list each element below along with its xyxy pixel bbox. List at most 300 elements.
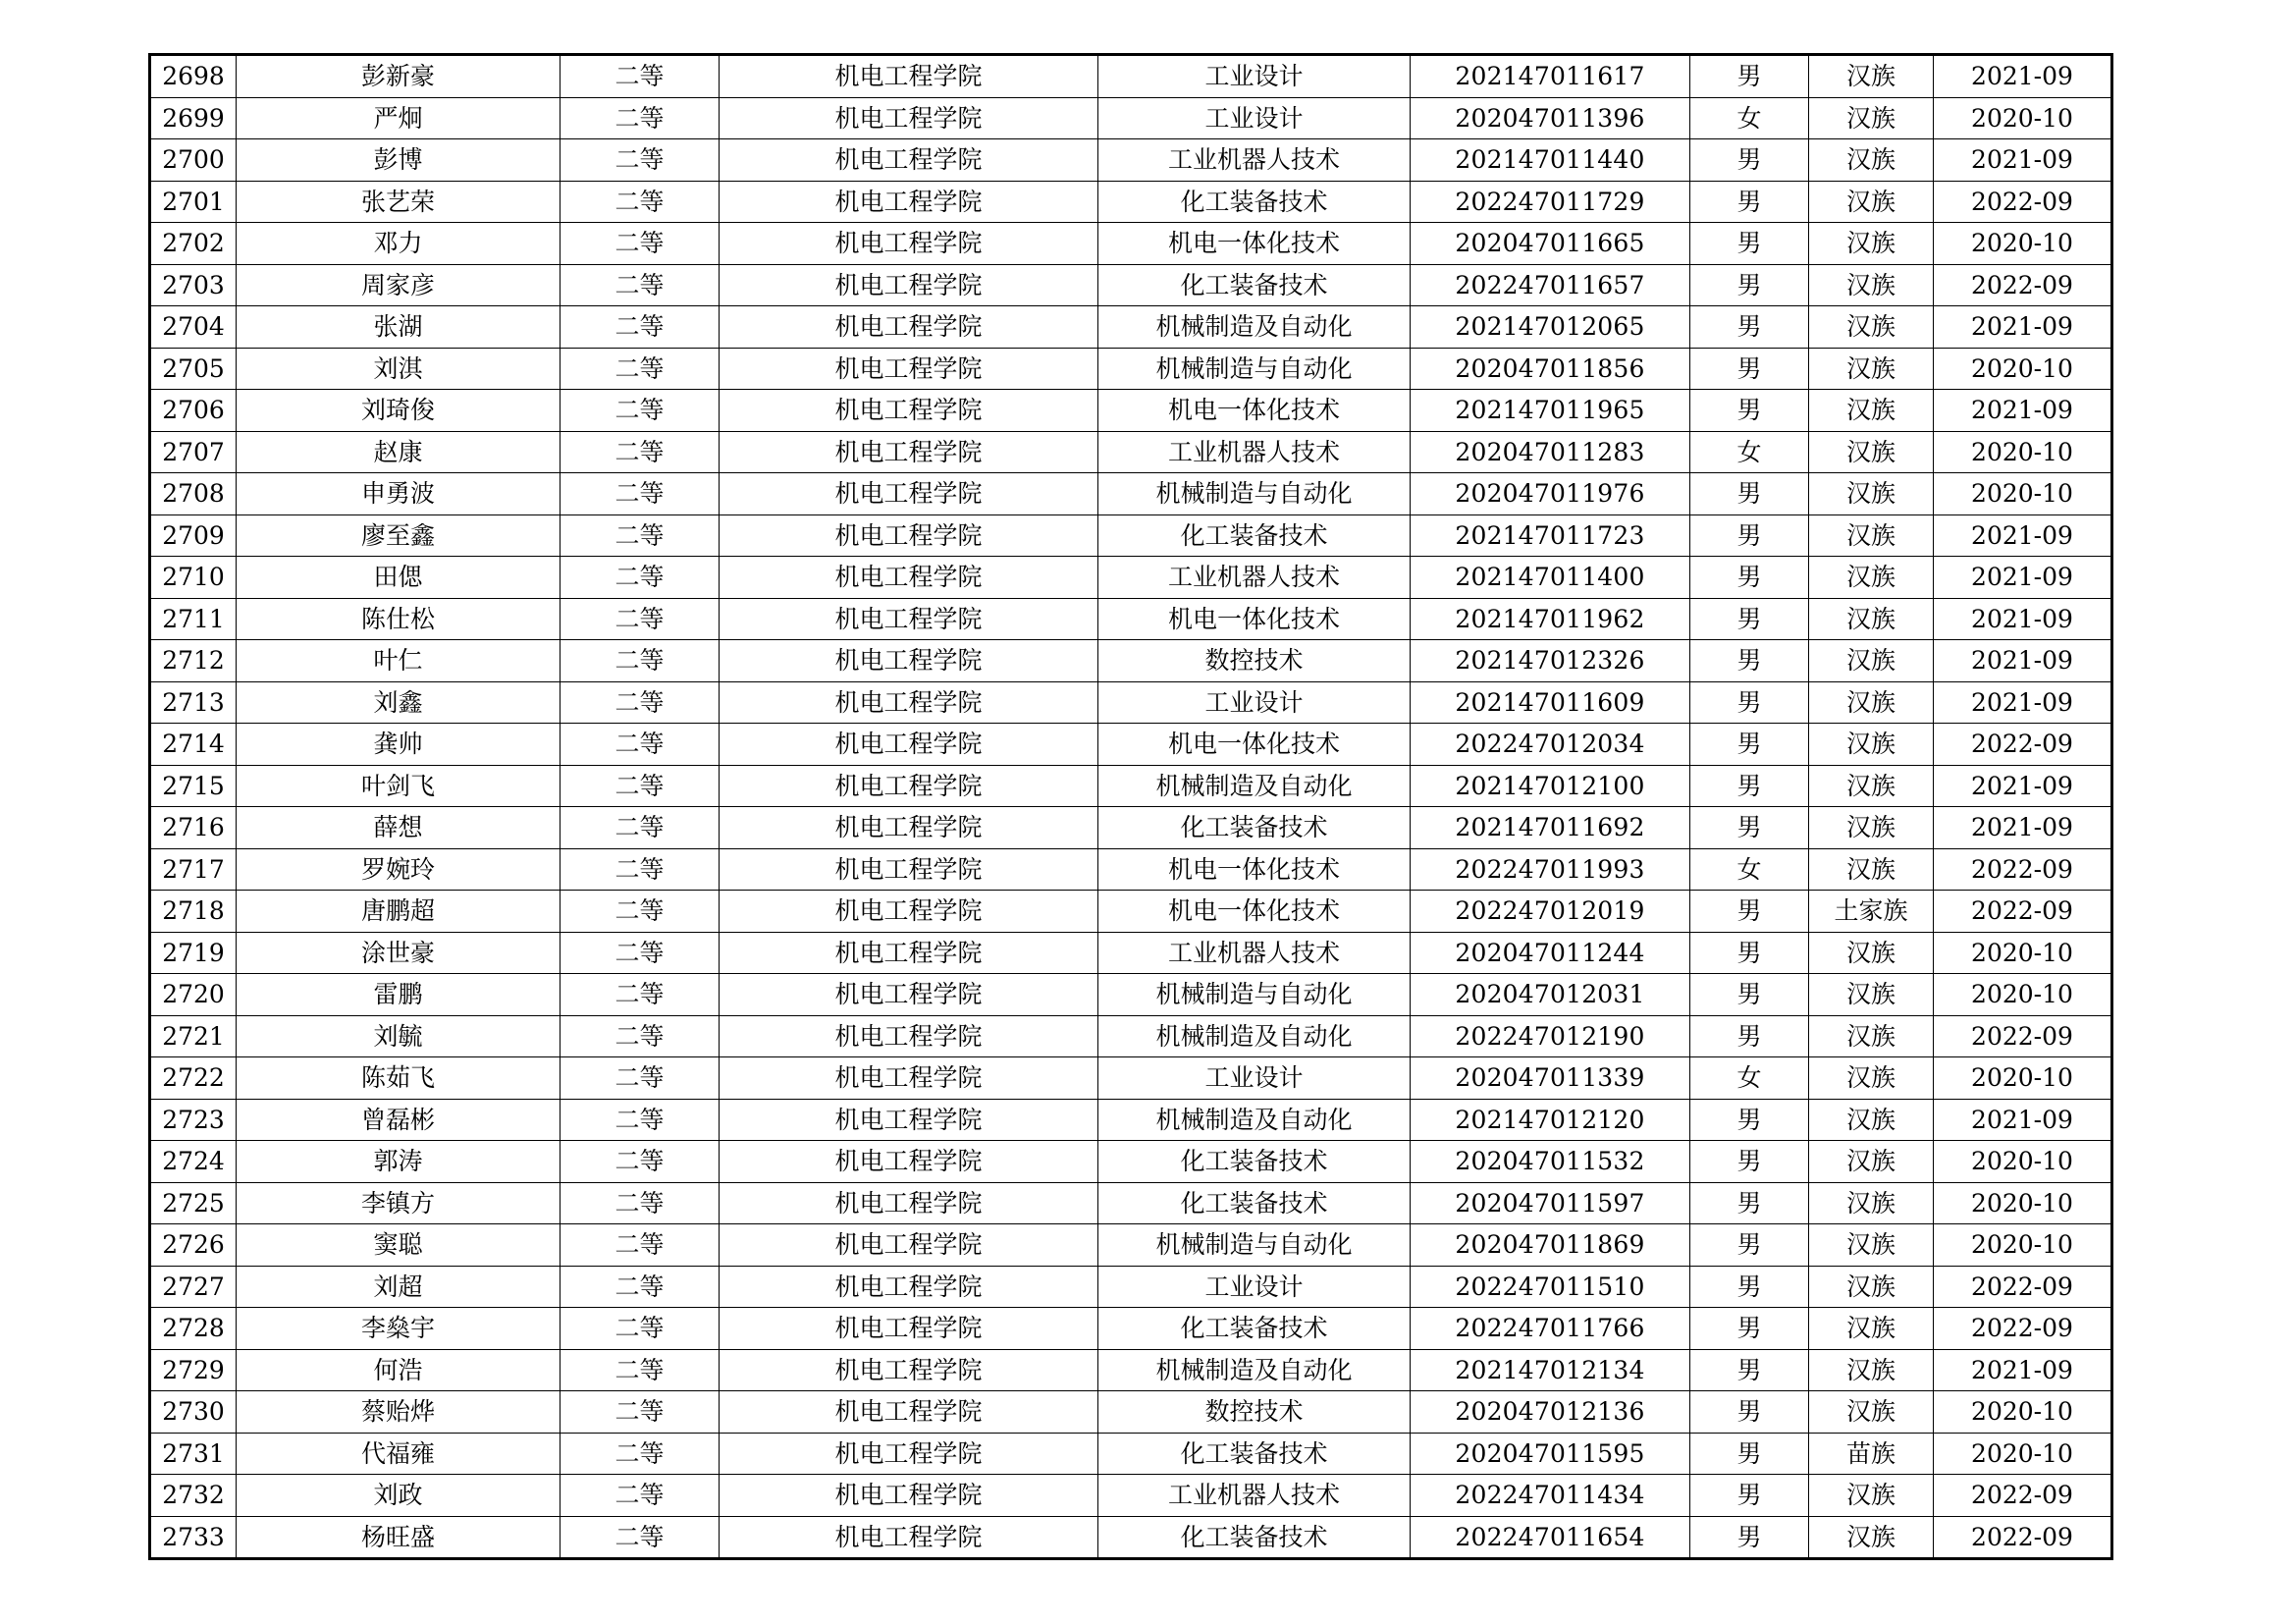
student-id-cell: 202047011396	[1411, 97, 1690, 139]
enrollment-date-cell: 2020-10	[1934, 932, 2112, 974]
table-row	[150, 640, 2112, 682]
major-cell: 化工装备技术	[1098, 181, 1411, 223]
enrollment-date-cell: 2021-09	[1934, 807, 2112, 849]
award-level-cell: 二等	[561, 390, 720, 432]
student-id-cell: 202147012326	[1411, 640, 1690, 682]
college-cell: 机电工程学院	[720, 181, 1098, 223]
table-row	[150, 223, 2112, 265]
gender-cell: 男	[1690, 974, 1809, 1016]
award-level-cell: 二等	[561, 1349, 720, 1391]
college-cell: 机电工程学院	[720, 264, 1098, 306]
college-cell: 机电工程学院	[720, 974, 1098, 1016]
table-row	[150, 1433, 2112, 1475]
major-cell: 机械制造与自动化	[1098, 1224, 1411, 1267]
award-level-cell: 二等	[561, 264, 720, 306]
table-row	[150, 1349, 2112, 1391]
ethnicity-cell: 汉族	[1809, 932, 1934, 974]
serial-number-cell: 2721	[150, 1015, 237, 1057]
award-level-cell: 二等	[561, 1308, 720, 1350]
table-row	[150, 932, 2112, 974]
table-row	[150, 139, 2112, 182]
table-row	[150, 181, 2112, 223]
award-level-cell: 二等	[561, 724, 720, 766]
serial-number-cell: 2701	[150, 181, 237, 223]
student-id-cell: 202247012019	[1411, 891, 1690, 933]
serial-number-cell: 2731	[150, 1433, 237, 1475]
award-level-cell: 二等	[561, 891, 720, 933]
name-cell: 邓力	[237, 223, 561, 265]
college-cell: 机电工程学院	[720, 473, 1098, 515]
major-cell: 机电一体化技术	[1098, 724, 1411, 766]
name-cell: 薛想	[237, 807, 561, 849]
student-id-cell: 202147011617	[1411, 55, 1690, 98]
ethnicity-cell: 汉族	[1809, 1015, 1934, 1057]
gender-cell: 男	[1690, 807, 1809, 849]
table-row	[150, 557, 2112, 599]
ethnicity-cell: 汉族	[1809, 431, 1934, 473]
award-level-cell: 二等	[561, 181, 720, 223]
serial-number-cell: 2733	[150, 1516, 237, 1559]
gender-cell: 女	[1690, 431, 1809, 473]
enrollment-date-cell: 2020-10	[1934, 348, 2112, 390]
major-cell: 工业机器人技术	[1098, 932, 1411, 974]
gender-cell: 男	[1690, 598, 1809, 640]
college-cell: 机电工程学院	[720, 1015, 1098, 1057]
major-cell: 机械制造与自动化	[1098, 348, 1411, 390]
table-row	[150, 473, 2112, 515]
gender-cell: 男	[1690, 139, 1809, 182]
student-id-cell: 202147012100	[1411, 765, 1690, 807]
ethnicity-cell: 汉族	[1809, 1224, 1934, 1267]
name-cell: 陈仕松	[237, 598, 561, 640]
serial-number-cell: 2700	[150, 139, 237, 182]
major-cell: 机电一体化技术	[1098, 848, 1411, 891]
student-id-cell: 202047012031	[1411, 974, 1690, 1016]
gender-cell: 男	[1690, 681, 1809, 724]
name-cell: 代福雍	[237, 1433, 561, 1475]
ethnicity-cell: 汉族	[1809, 473, 1934, 515]
serial-number-cell: 2724	[150, 1141, 237, 1183]
gender-cell: 女	[1690, 1057, 1809, 1100]
major-cell: 化工装备技术	[1098, 514, 1411, 557]
gender-cell: 男	[1690, 514, 1809, 557]
college-cell: 机电工程学院	[720, 640, 1098, 682]
name-cell: 刘超	[237, 1266, 561, 1308]
ethnicity-cell: 汉族	[1809, 223, 1934, 265]
gender-cell: 男	[1690, 557, 1809, 599]
student-id-cell: 202047012136	[1411, 1391, 1690, 1434]
college-cell: 机电工程学院	[720, 223, 1098, 265]
college-cell: 机电工程学院	[720, 1516, 1098, 1559]
serial-number-cell: 2699	[150, 97, 237, 139]
enrollment-date-cell: 2021-09	[1934, 681, 2112, 724]
college-cell: 机电工程学院	[720, 431, 1098, 473]
award-level-cell: 二等	[561, 932, 720, 974]
enrollment-date-cell: 2022-09	[1934, 264, 2112, 306]
name-cell: 彭博	[237, 139, 561, 182]
gender-cell: 男	[1690, 1433, 1809, 1475]
gender-cell: 男	[1690, 1391, 1809, 1434]
major-cell: 化工装备技术	[1098, 264, 1411, 306]
enrollment-date-cell: 2022-09	[1934, 1266, 2112, 1308]
major-cell: 工业机器人技术	[1098, 557, 1411, 599]
award-level-cell: 二等	[561, 55, 720, 98]
ethnicity-cell: 汉族	[1809, 1391, 1934, 1434]
college-cell: 机电工程学院	[720, 681, 1098, 724]
table-row	[150, 1015, 2112, 1057]
ethnicity-cell: 苗族	[1809, 1433, 1934, 1475]
serial-number-cell: 2713	[150, 681, 237, 724]
ethnicity-cell: 汉族	[1809, 97, 1934, 139]
major-cell: 工业设计	[1098, 55, 1411, 98]
award-level-cell: 二等	[561, 1266, 720, 1308]
table-row	[150, 264, 2112, 306]
student-id-cell: 202147011962	[1411, 598, 1690, 640]
serial-number-cell: 2723	[150, 1099, 237, 1141]
student-id-cell: 202147012120	[1411, 1099, 1690, 1141]
ethnicity-cell: 汉族	[1809, 1266, 1934, 1308]
student-id-cell: 202047011869	[1411, 1224, 1690, 1267]
ethnicity-cell: 汉族	[1809, 1099, 1934, 1141]
name-cell: 刘淇	[237, 348, 561, 390]
ethnicity-cell: 汉族	[1809, 1475, 1934, 1517]
major-cell: 化工装备技术	[1098, 1141, 1411, 1183]
ethnicity-cell: 汉族	[1809, 1182, 1934, 1224]
table-row	[150, 807, 2112, 849]
college-cell: 机电工程学院	[720, 1099, 1098, 1141]
ethnicity-cell: 汉族	[1809, 557, 1934, 599]
table-row	[150, 681, 2112, 724]
major-cell: 机电一体化技术	[1098, 598, 1411, 640]
gender-cell: 男	[1690, 765, 1809, 807]
scholarship-list-table	[148, 53, 2113, 1560]
student-id-cell: 202047011976	[1411, 473, 1690, 515]
enrollment-date-cell: 2021-09	[1934, 1099, 2112, 1141]
award-level-cell: 二等	[561, 598, 720, 640]
ethnicity-cell: 汉族	[1809, 390, 1934, 432]
gender-cell: 男	[1690, 1516, 1809, 1559]
student-id-cell: 202147012134	[1411, 1349, 1690, 1391]
serial-number-cell: 2715	[150, 765, 237, 807]
name-cell: 曾磊彬	[237, 1099, 561, 1141]
college-cell: 机电工程学院	[720, 557, 1098, 599]
enrollment-date-cell: 2021-09	[1934, 306, 2112, 349]
student-id-cell: 202047011856	[1411, 348, 1690, 390]
major-cell: 数控技术	[1098, 1391, 1411, 1434]
student-id-cell: 202247012190	[1411, 1015, 1690, 1057]
gender-cell: 男	[1690, 473, 1809, 515]
award-level-cell: 二等	[561, 1391, 720, 1434]
college-cell: 机电工程学院	[720, 1391, 1098, 1434]
student-id-cell: 202047011532	[1411, 1141, 1690, 1183]
college-cell: 机电工程学院	[720, 97, 1098, 139]
name-cell: 刘政	[237, 1475, 561, 1517]
college-cell: 机电工程学院	[720, 1182, 1098, 1224]
ethnicity-cell: 汉族	[1809, 181, 1934, 223]
name-cell: 严炯	[237, 97, 561, 139]
gender-cell: 男	[1690, 1475, 1809, 1517]
serial-number-cell: 2722	[150, 1057, 237, 1100]
student-id-cell: 202047011595	[1411, 1433, 1690, 1475]
gender-cell: 男	[1690, 724, 1809, 766]
name-cell: 刘鑫	[237, 681, 561, 724]
college-cell: 机电工程学院	[720, 1349, 1098, 1391]
enrollment-date-cell: 2021-09	[1934, 390, 2112, 432]
major-cell: 工业设计	[1098, 1057, 1411, 1100]
student-id-cell: 202247011729	[1411, 181, 1690, 223]
major-cell: 化工装备技术	[1098, 1308, 1411, 1350]
college-cell: 机电工程学院	[720, 348, 1098, 390]
name-cell: 何浩	[237, 1349, 561, 1391]
table-body	[150, 55, 2112, 1559]
enrollment-date-cell: 2021-09	[1934, 765, 2112, 807]
gender-cell: 男	[1690, 264, 1809, 306]
enrollment-date-cell: 2020-10	[1934, 974, 2112, 1016]
major-cell: 化工装备技术	[1098, 1516, 1411, 1559]
ethnicity-cell: 汉族	[1809, 1308, 1934, 1350]
name-cell: 彭新豪	[237, 55, 561, 98]
award-level-cell: 二等	[561, 848, 720, 891]
college-cell: 机电工程学院	[720, 1308, 1098, 1350]
ethnicity-cell: 汉族	[1809, 139, 1934, 182]
award-level-cell: 二等	[561, 1224, 720, 1267]
enrollment-date-cell: 2022-09	[1934, 1308, 2112, 1350]
ethnicity-cell: 汉族	[1809, 598, 1934, 640]
serial-number-cell: 2711	[150, 598, 237, 640]
enrollment-date-cell: 2022-09	[1934, 724, 2112, 766]
student-id-cell: 202247011993	[1411, 848, 1690, 891]
name-cell: 罗婉玲	[237, 848, 561, 891]
enrollment-date-cell: 2022-09	[1934, 1015, 2112, 1057]
gender-cell: 男	[1690, 306, 1809, 349]
student-id-cell: 202147011692	[1411, 807, 1690, 849]
major-cell: 工业设计	[1098, 681, 1411, 724]
ethnicity-cell: 汉族	[1809, 1349, 1934, 1391]
serial-number-cell: 2704	[150, 306, 237, 349]
college-cell: 机电工程学院	[720, 1266, 1098, 1308]
award-level-cell: 二等	[561, 473, 720, 515]
college-cell: 机电工程学院	[720, 55, 1098, 98]
student-id-cell: 202147011723	[1411, 514, 1690, 557]
major-cell: 工业设计	[1098, 1266, 1411, 1308]
gender-cell: 男	[1690, 891, 1809, 933]
serial-number-cell: 2698	[150, 55, 237, 98]
enrollment-date-cell: 2020-10	[1934, 1224, 2112, 1267]
award-level-cell: 二等	[561, 1475, 720, 1517]
gender-cell: 男	[1690, 1308, 1809, 1350]
ethnicity-cell: 汉族	[1809, 974, 1934, 1016]
student-id-cell: 202247011510	[1411, 1266, 1690, 1308]
college-cell: 机电工程学院	[720, 807, 1098, 849]
award-level-cell: 二等	[561, 139, 720, 182]
award-level-cell: 二等	[561, 97, 720, 139]
award-level-cell: 二等	[561, 1433, 720, 1475]
ethnicity-cell: 汉族	[1809, 724, 1934, 766]
major-cell: 机械制造与自动化	[1098, 473, 1411, 515]
college-cell: 机电工程学院	[720, 765, 1098, 807]
college-cell: 机电工程学院	[720, 1433, 1098, 1475]
award-level-cell: 二等	[561, 223, 720, 265]
student-id-cell: 202047011283	[1411, 431, 1690, 473]
table-row	[150, 765, 2112, 807]
major-cell: 化工装备技术	[1098, 1433, 1411, 1475]
gender-cell: 男	[1690, 55, 1809, 98]
award-level-cell: 二等	[561, 765, 720, 807]
serial-number-cell: 2706	[150, 390, 237, 432]
college-cell: 机电工程学院	[720, 1475, 1098, 1517]
major-cell: 机械制造与自动化	[1098, 974, 1411, 1016]
student-id-cell: 202247011434	[1411, 1475, 1690, 1517]
name-cell: 刘毓	[237, 1015, 561, 1057]
college-cell: 机电工程学院	[720, 724, 1098, 766]
major-cell: 机械制造及自动化	[1098, 306, 1411, 349]
college-cell: 机电工程学院	[720, 139, 1098, 182]
serial-number-cell: 2732	[150, 1475, 237, 1517]
college-cell: 机电工程学院	[720, 1057, 1098, 1100]
table-row	[150, 1224, 2112, 1267]
name-cell: 刘琦俊	[237, 390, 561, 432]
ethnicity-cell: 土家族	[1809, 891, 1934, 933]
student-id-cell: 202047011597	[1411, 1182, 1690, 1224]
enrollment-date-cell: 2020-10	[1934, 97, 2112, 139]
name-cell: 叶剑飞	[237, 765, 561, 807]
gender-cell: 男	[1690, 1182, 1809, 1224]
major-cell: 机械制造及自动化	[1098, 765, 1411, 807]
serial-number-cell: 2714	[150, 724, 237, 766]
serial-number-cell: 2720	[150, 974, 237, 1016]
name-cell: 涂世豪	[237, 932, 561, 974]
major-cell: 机电一体化技术	[1098, 390, 1411, 432]
ethnicity-cell: 汉族	[1809, 306, 1934, 349]
major-cell: 化工装备技术	[1098, 1182, 1411, 1224]
enrollment-date-cell: 2021-09	[1934, 514, 2112, 557]
serial-number-cell: 2718	[150, 891, 237, 933]
table-row	[150, 514, 2112, 557]
award-level-cell: 二等	[561, 306, 720, 349]
name-cell: 蔡贻烨	[237, 1391, 561, 1434]
name-cell: 雷鹏	[237, 974, 561, 1016]
name-cell: 杨旺盛	[237, 1516, 561, 1559]
college-cell: 机电工程学院	[720, 1141, 1098, 1183]
award-level-cell: 二等	[561, 1057, 720, 1100]
table-row	[150, 891, 2112, 933]
gender-cell: 男	[1690, 1349, 1809, 1391]
student-id-cell: 202047011244	[1411, 932, 1690, 974]
student-id-cell: 202247012034	[1411, 724, 1690, 766]
table-row	[150, 1516, 2112, 1559]
name-cell: 李镇方	[237, 1182, 561, 1224]
ethnicity-cell: 汉族	[1809, 765, 1934, 807]
table-row	[150, 1141, 2112, 1183]
student-id-cell: 202247011657	[1411, 264, 1690, 306]
table-row	[150, 1266, 2112, 1308]
name-cell: 李燊宇	[237, 1308, 561, 1350]
ethnicity-cell: 汉族	[1809, 55, 1934, 98]
student-id-cell: 202247011766	[1411, 1308, 1690, 1350]
name-cell: 龚帅	[237, 724, 561, 766]
serial-number-cell: 2716	[150, 807, 237, 849]
serial-number-cell: 2726	[150, 1224, 237, 1267]
major-cell: 机械制造及自动化	[1098, 1015, 1411, 1057]
table-row	[150, 974, 2112, 1016]
ethnicity-cell: 汉族	[1809, 514, 1934, 557]
name-cell: 申勇波	[237, 473, 561, 515]
table-row	[150, 1099, 2112, 1141]
table-row	[150, 390, 2112, 432]
table-row	[150, 1308, 2112, 1350]
name-cell: 窦聪	[237, 1224, 561, 1267]
college-cell: 机电工程学院	[720, 306, 1098, 349]
major-cell: 工业机器人技术	[1098, 1475, 1411, 1517]
name-cell: 田偲	[237, 557, 561, 599]
serial-number-cell: 2725	[150, 1182, 237, 1224]
college-cell: 机电工程学院	[720, 1224, 1098, 1267]
major-cell: 工业设计	[1098, 97, 1411, 139]
enrollment-date-cell: 2022-09	[1934, 891, 2112, 933]
college-cell: 机电工程学院	[720, 891, 1098, 933]
serial-number-cell: 2730	[150, 1391, 237, 1434]
table-row	[150, 97, 2112, 139]
table-row	[150, 1057, 2112, 1100]
enrollment-date-cell: 2020-10	[1934, 1391, 2112, 1434]
name-cell: 陈茹飞	[237, 1057, 561, 1100]
enrollment-date-cell: 2022-09	[1934, 1516, 2112, 1559]
gender-cell: 男	[1690, 1099, 1809, 1141]
ethnicity-cell: 汉族	[1809, 1141, 1934, 1183]
gender-cell: 男	[1690, 932, 1809, 974]
college-cell: 机电工程学院	[720, 514, 1098, 557]
enrollment-date-cell: 2020-10	[1934, 473, 2112, 515]
table-row	[150, 1475, 2112, 1517]
name-cell: 廖至鑫	[237, 514, 561, 557]
name-cell: 叶仁	[237, 640, 561, 682]
enrollment-date-cell: 2022-09	[1934, 1475, 2112, 1517]
award-level-cell: 二等	[561, 1099, 720, 1141]
table-row	[150, 598, 2112, 640]
award-level-cell: 二等	[561, 1182, 720, 1224]
gender-cell: 男	[1690, 1015, 1809, 1057]
serial-number-cell: 2705	[150, 348, 237, 390]
award-level-cell: 二等	[561, 974, 720, 1016]
serial-number-cell: 2729	[150, 1349, 237, 1391]
table-row	[150, 431, 2112, 473]
name-cell: 赵康	[237, 431, 561, 473]
student-id-cell: 202147011965	[1411, 390, 1690, 432]
ethnicity-cell: 汉族	[1809, 848, 1934, 891]
gender-cell: 女	[1690, 97, 1809, 139]
ethnicity-cell: 汉族	[1809, 264, 1934, 306]
name-cell: 周家彦	[237, 264, 561, 306]
gender-cell: 男	[1690, 1266, 1809, 1308]
award-level-cell: 二等	[561, 681, 720, 724]
student-id-cell: 202147011440	[1411, 139, 1690, 182]
gender-cell: 男	[1690, 640, 1809, 682]
award-level-cell: 二等	[561, 1516, 720, 1559]
student-id-cell: 202147011400	[1411, 557, 1690, 599]
ethnicity-cell: 汉族	[1809, 348, 1934, 390]
enrollment-date-cell: 2020-10	[1934, 223, 2112, 265]
serial-number-cell: 2708	[150, 473, 237, 515]
enrollment-date-cell: 2021-09	[1934, 55, 2112, 98]
gender-cell: 男	[1690, 1224, 1809, 1267]
serial-number-cell: 2702	[150, 223, 237, 265]
enrollment-date-cell: 2021-09	[1934, 640, 2112, 682]
ethnicity-cell: 汉族	[1809, 681, 1934, 724]
enrollment-date-cell: 2022-09	[1934, 181, 2112, 223]
major-cell: 工业机器人技术	[1098, 431, 1411, 473]
student-id-cell: 202147012065	[1411, 306, 1690, 349]
award-level-cell: 二等	[561, 514, 720, 557]
